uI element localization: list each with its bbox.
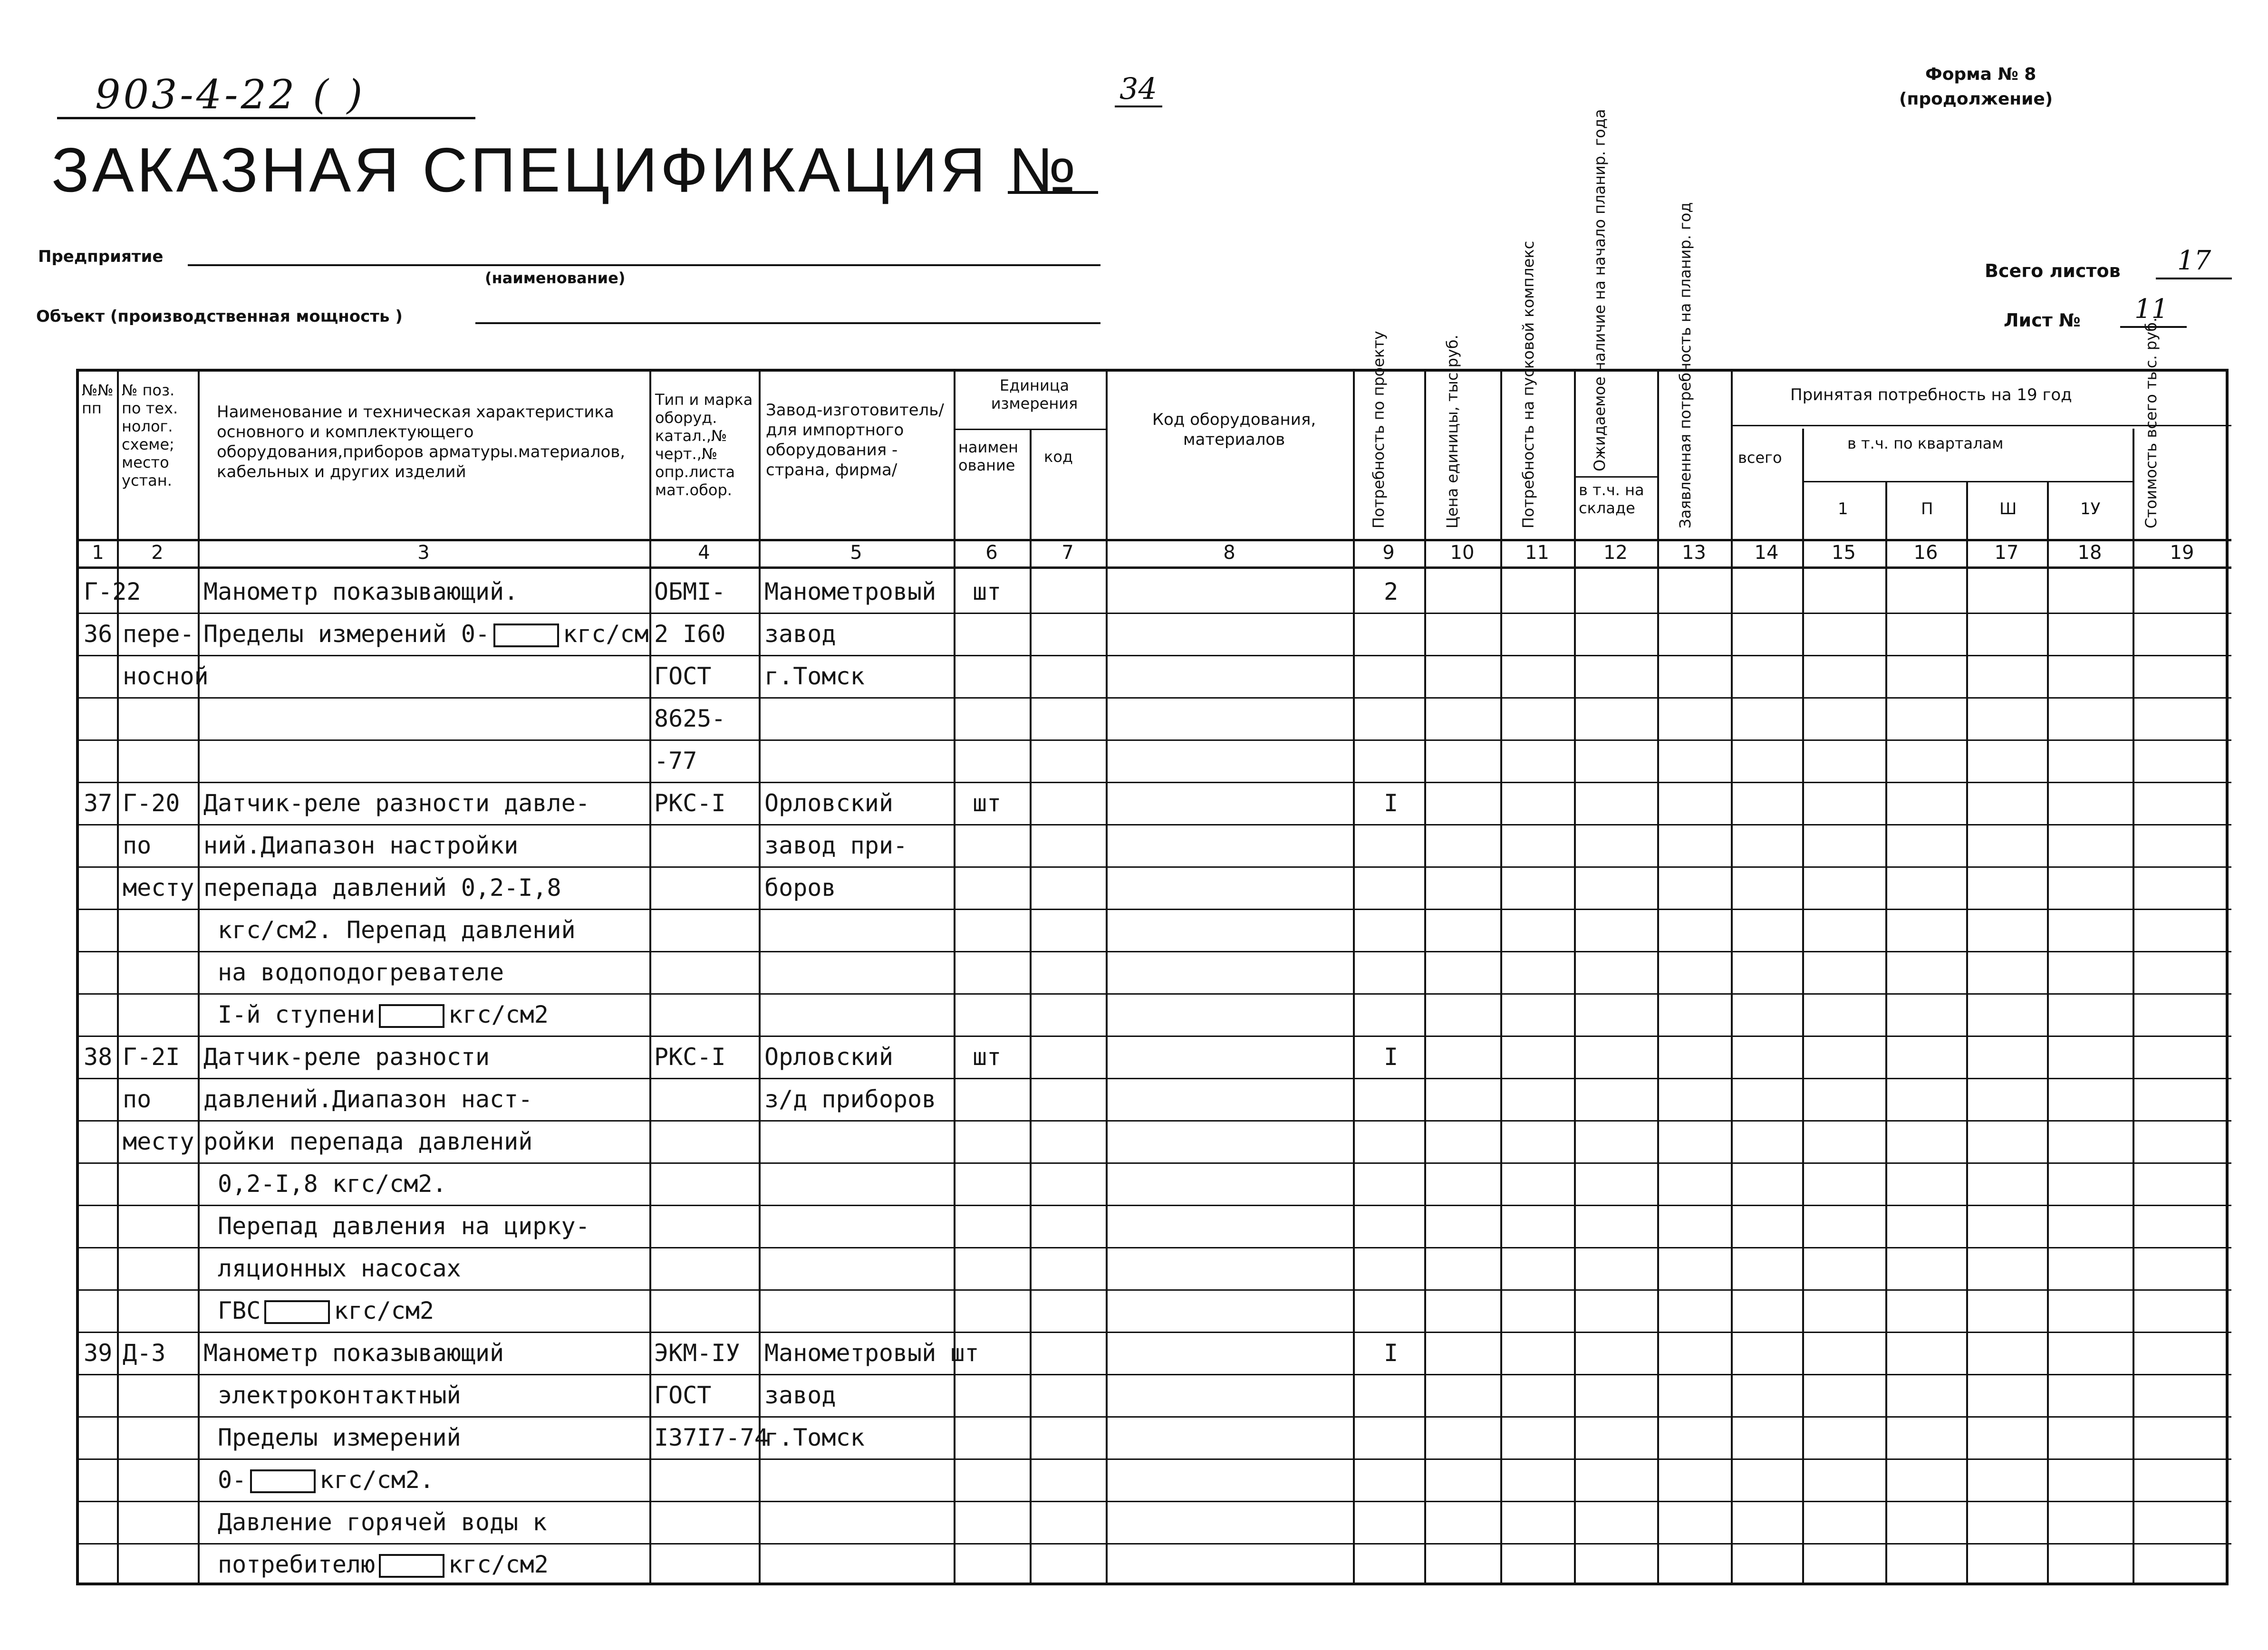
table-cell-c3 (218, 1508, 547, 1536)
table-cell-c5 (764, 1085, 936, 1113)
table-cell-c3 (218, 1381, 461, 1409)
cell-text: Г-20 (123, 789, 180, 817)
table-cell-c5 (764, 662, 865, 690)
cell-text: Давление горячей воды к (218, 1508, 547, 1536)
table-cell-c3 (203, 789, 590, 817)
header-c12: Ожидаемое наличие на начало планир. года (1591, 109, 1609, 471)
table-cell-c3 (218, 1551, 549, 1578)
cell-text: I (1384, 1339, 1399, 1367)
row-divider (79, 739, 2231, 741)
table-cell-c3 (218, 1170, 447, 1198)
cell-text: пере- (123, 620, 194, 648)
form-label: Форма № 8 (1925, 65, 2036, 84)
cell-text: Манометровый (764, 577, 936, 605)
table-cell-c1 (84, 1043, 112, 1071)
table-cell-c4 (654, 1424, 769, 1451)
table-cell-c9 (1384, 1339, 1398, 1367)
table-cell-c2 (123, 789, 180, 817)
table-cell-c9 (1384, 1043, 1398, 1071)
cell-text: Датчик-реле разности (203, 1043, 490, 1071)
enterprise-field-line (188, 264, 1100, 266)
page-title (51, 134, 1079, 206)
cell-text: I37I7-74 (654, 1423, 769, 1451)
cell-unit: кгс/см2. (319, 1466, 434, 1494)
table-cell-c3 (203, 1085, 532, 1113)
cell-text: I-й ступени (218, 1000, 376, 1028)
cell-text: на водоподогревателе (218, 958, 504, 986)
cell-text: ройки перепада давлений (203, 1127, 533, 1155)
blank-value-box (379, 1004, 444, 1028)
cell-text: РКС-I (654, 1043, 726, 1071)
cell-text: завод (764, 1381, 836, 1409)
header-subline (1802, 481, 2133, 482)
header-c2: № поз. по тех. нолог. схеме; место устан. (122, 381, 178, 489)
cell-text: 36 (84, 620, 113, 648)
table-cell-c2 (123, 832, 151, 859)
cell-text: Г-22 (84, 577, 141, 605)
blank-value-box (250, 1469, 316, 1493)
cell-unit: кгс/см (563, 620, 649, 648)
cell-text: шт (973, 789, 1002, 817)
header-c6: наименование (958, 438, 1019, 474)
cell-text: з/д приборов (764, 1085, 936, 1113)
header-subline (1574, 476, 1657, 478)
row-divider (79, 1332, 2231, 1333)
table-cell-c3 (218, 1001, 549, 1028)
header-subline (954, 429, 1106, 430)
cell-text: кгс/см2. Перепад давлений (218, 916, 576, 944)
header-c1: №№ пп (82, 381, 114, 417)
column-number: 2 (151, 542, 164, 564)
table-cell-c5 (764, 1339, 979, 1367)
cell-text: месту (123, 1127, 194, 1155)
row-divider (79, 951, 2231, 952)
table-cell-c1 (84, 1339, 112, 1367)
table-cell-c3 (218, 959, 504, 986)
table-cell-c3 (203, 620, 649, 648)
column-number: 18 (2077, 542, 2102, 564)
cell-text: Манометровый шт (764, 1339, 979, 1367)
row-divider (79, 697, 2231, 699)
column-number: 12 (1603, 542, 1628, 564)
total-sheets-label: Всего листов (1985, 260, 2121, 281)
table-cell-c9 (1384, 578, 1398, 605)
cell-text: ний.Диапазон настройки (203, 831, 519, 859)
total-sheets-value: 17 (2177, 245, 2211, 276)
table-cell-c4 (654, 747, 697, 775)
document-code: 903-4-22 ( ) (95, 71, 366, 118)
header-c9: Потребность по проекту (1370, 331, 1388, 528)
table-cell-c3 (218, 1466, 434, 1494)
table-cell-c4 (654, 1339, 740, 1367)
cell-text: 8625- (654, 704, 726, 732)
header-bottom-line (79, 539, 2231, 541)
cell-text: потребителю (218, 1550, 376, 1578)
sheet-number-value: 11 (2134, 294, 2169, 325)
object-label: Объект (производственная мощность ) (36, 307, 403, 326)
blank-value-box (264, 1300, 330, 1324)
header-c18: 1У (2080, 499, 2101, 518)
column-number: 7 (1062, 542, 1074, 564)
table-cell-c3 (203, 1043, 490, 1071)
table-cell-c4 (654, 662, 711, 690)
row-divider (79, 782, 2231, 783)
enterprise-label: Предприятие (38, 247, 164, 266)
table-cell-c1 (84, 789, 112, 817)
table-cell-c3 (203, 1128, 532, 1155)
header-c5: Завод-изготовитель/для импортного оборудования - страна, фирма/ (766, 401, 944, 480)
row-divider (79, 1501, 2231, 1502)
cell-text: Пределы измерений 0- (203, 620, 490, 648)
table-cell-c2 (123, 620, 194, 648)
blank-value-box (379, 1554, 444, 1578)
table-cell-c2 (123, 1128, 194, 1155)
column-number: 10 (1450, 542, 1475, 564)
column-number: 13 (1682, 542, 1706, 564)
table-cell-c2 (123, 1043, 180, 1071)
table-cell-c3 (203, 832, 518, 859)
header-c19: Стоимость всего тыс. руб. (2142, 317, 2160, 528)
column-number: 1 (92, 542, 104, 564)
cell-text: перепада давлений 0,2-I,8 (203, 873, 561, 902)
cell-text: боров (764, 873, 836, 902)
table-cell-c6 (973, 789, 1001, 817)
table-cell-c4 (654, 578, 726, 605)
header-c17: Ш (1999, 499, 2017, 518)
row-divider (79, 1289, 2231, 1291)
table-cell-c4 (654, 705, 726, 732)
blank-value-box (493, 624, 559, 647)
column-number: 4 (698, 542, 710, 564)
row-divider (79, 1543, 2231, 1544)
cell-text: ляционных насосах (218, 1254, 461, 1282)
row-divider (79, 1247, 2231, 1248)
row-divider (79, 1162, 2231, 1164)
cell-text: I (1384, 789, 1399, 817)
row-divider (79, 1374, 2231, 1375)
page-number-underline (1115, 106, 1162, 107)
table-cell-c9 (1384, 789, 1398, 817)
cell-text: ОБМI- (654, 577, 726, 605)
table-cell-c5 (764, 1381, 836, 1409)
cell-text: давлений.Диапазон наст- (203, 1085, 533, 1113)
cell-text: месту (123, 873, 194, 902)
col-divider (1802, 429, 1804, 1583)
column-number: 19 (2170, 542, 2194, 564)
column-number: 5 (850, 542, 862, 564)
table-cell-c5 (764, 789, 893, 817)
cell-text: г.Томск (764, 662, 865, 690)
cell-text: завод (764, 620, 836, 648)
cell-text: шт (973, 1043, 1002, 1071)
cell-text: 39 (84, 1339, 113, 1367)
cell-text: г.Томск (764, 1423, 865, 1451)
cell-text: 0- (218, 1466, 247, 1494)
table-cell-c3 (218, 1255, 461, 1282)
table-cell-c5 (764, 578, 936, 605)
table-cell-c2 (123, 1339, 165, 1367)
sheet-number-label: Лист № (2004, 310, 2081, 331)
total-sheets-underline (2156, 278, 2232, 279)
row-divider (79, 1036, 2231, 1037)
cell-text: Орловский (764, 789, 893, 817)
header-c3: Наименование и техническая характеристика основного и комплектующего оборудования,приборов арматуры.материалов, кабельных и других изделий (217, 403, 626, 481)
column-number: 17 (1994, 542, 2019, 564)
cell-text: РКС-I (654, 789, 726, 817)
table-cell-c3 (218, 916, 576, 944)
cell-text: 37 (84, 789, 113, 817)
cell-unit: кгс/см2 (448, 1000, 549, 1028)
row-divider (79, 613, 2231, 614)
table-cell-c4 (654, 789, 726, 817)
table-cell-c1 (84, 620, 112, 648)
table-cell-c3 (218, 1212, 590, 1240)
table-cell-c4 (654, 1043, 726, 1071)
cell-unit: кгс/см2 (448, 1550, 549, 1578)
column-number: 16 (1913, 542, 1938, 564)
table-cell-c5 (764, 1424, 865, 1451)
page-title-text: ЗАКАЗНАЯ СПЕЦИФИКАЦИЯ № (51, 135, 1079, 205)
header-units-group: Единица измерения (991, 376, 1078, 412)
column-number: 14 (1754, 542, 1779, 564)
row-divider (79, 866, 2231, 868)
cell-text: завод при- (764, 831, 908, 859)
table-cell-c4 (654, 1381, 711, 1409)
table-cell-c5 (764, 874, 836, 902)
table-cell-c5 (764, 1043, 893, 1071)
table-cell-c1 (84, 578, 141, 605)
cell-text: носной (123, 662, 209, 690)
document-code-underline (57, 117, 475, 119)
cell-text: 2 I60 (654, 620, 726, 648)
cell-text: Манометр показывающий. (203, 577, 519, 605)
cell-text: ГОСТ (654, 1381, 712, 1409)
table-cell-c2 (123, 1085, 151, 1113)
cell-text: Д-3 (123, 1339, 166, 1367)
row-divider (79, 1120, 2231, 1122)
cell-text: электроконтактный (218, 1381, 461, 1409)
page-number: 34 (1120, 71, 1157, 106)
column-number: 8 (1223, 542, 1235, 564)
cell-text: ГВС (218, 1296, 261, 1324)
row-divider (79, 1416, 2231, 1418)
cell-text: Манометр показывающий (203, 1339, 504, 1367)
col-divider (1030, 429, 1032, 1583)
column-number: 9 (1382, 542, 1395, 564)
table-cell-c5 (764, 620, 836, 648)
table-cell-c3 (203, 1339, 504, 1367)
column-number: 6 (985, 542, 998, 564)
table-cell-c5 (764, 832, 907, 859)
cell-text: 2 (1384, 577, 1399, 605)
column-number: 3 (417, 542, 430, 564)
table-cell-c3 (203, 874, 561, 902)
header-quarters-group: в т.ч. по кварталам (1847, 434, 2004, 452)
header-c7: код (1044, 448, 1073, 466)
table-cell-c3 (203, 578, 518, 605)
cell-text: Орловский (764, 1043, 893, 1071)
row-divider (79, 1458, 2231, 1460)
header-c13: Заявленная потребность на планир. год (1676, 202, 1694, 528)
cell-text: Г-2I (123, 1043, 180, 1071)
naming-caption: (наименование) (485, 269, 626, 287)
cell-text: -77 (654, 747, 697, 775)
column-number-line (79, 566, 2231, 569)
cell-unit: кгс/см2 (334, 1296, 434, 1324)
table-cell-c4 (654, 620, 726, 648)
row-divider (79, 655, 2231, 656)
cell-text: Перепад давления на цирку- (218, 1212, 590, 1240)
header-c16: П (1921, 499, 1933, 518)
cell-text: ГОСТ (654, 662, 712, 690)
object-field-line (475, 322, 1100, 324)
cell-text: Пределы измерений (218, 1423, 461, 1451)
table-cell-c6 (973, 578, 1001, 605)
cell-text: по (123, 1085, 152, 1113)
header-c4: Тип и марка оборуд. катал.,№ черт.,№ опр.листа мат.обор. (655, 391, 753, 499)
table-cell-c3 (218, 1297, 434, 1324)
title-number-blank (1008, 191, 1098, 194)
table-cell-c6 (973, 1043, 1001, 1071)
table-cell-c2 (123, 874, 194, 902)
col-divider (2133, 429, 2134, 1583)
table-cell-c3 (218, 1424, 461, 1451)
cell-text: 0,2-I,8 кгс/см2. (218, 1170, 447, 1198)
table-cell-c2 (123, 662, 209, 690)
header-c14: всего (1738, 449, 1782, 467)
header-c8: Код оборудования, материалов (1152, 410, 1316, 449)
header-c15: 1 (1838, 499, 1848, 518)
column-number: 11 (1525, 542, 1549, 564)
cell-text: I (1384, 1043, 1399, 1071)
row-divider (79, 909, 2231, 910)
cell-text: по (123, 831, 152, 859)
cell-text: Датчик-реле разности давле- (203, 789, 590, 817)
cell-text: ЭКМ-IУ (654, 1339, 740, 1367)
row-divider (79, 1205, 2231, 1206)
row-divider (79, 1078, 2231, 1079)
header-accepted-group: Принятая потребность на 19 год (1790, 385, 2072, 404)
header-c11: Потребность на пусковой комплекс (1519, 240, 1537, 528)
column-number: 15 (1832, 542, 1856, 564)
header-c10: Цена единицы, тыс.руб. (1443, 335, 1461, 528)
cell-text: 38 (84, 1043, 113, 1071)
header-c12b: в т.ч. на складе (1579, 481, 1644, 517)
cell-text: шт (973, 577, 1002, 605)
continuation-label: (продолжение) (1899, 89, 2053, 109)
row-divider (79, 993, 2231, 995)
row-divider (79, 824, 2231, 825)
